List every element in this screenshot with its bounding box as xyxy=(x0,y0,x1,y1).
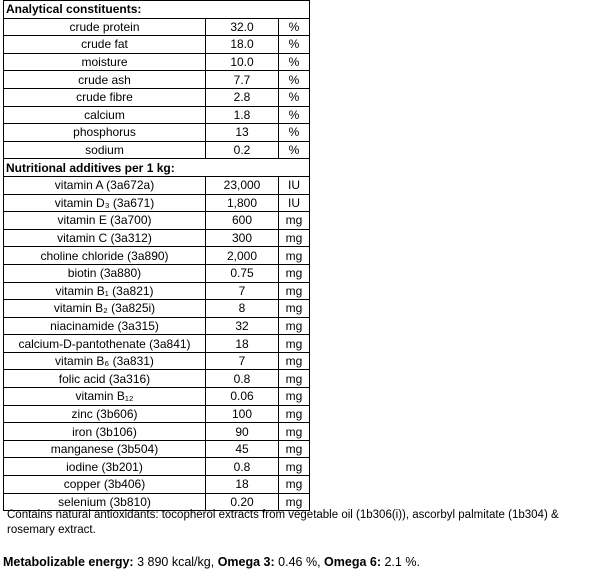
nutrient-name: iron (3b106) xyxy=(4,423,206,441)
nutritional-additives-heading: Nutritional additives per 1 kg: xyxy=(4,159,310,177)
table-row xyxy=(4,53,310,71)
table-row xyxy=(4,300,310,318)
nutrient-unit: % xyxy=(279,53,310,71)
metabolizable-energy-value: 3 890 kcal/kg, xyxy=(137,555,215,569)
table-row xyxy=(4,141,310,159)
nutrient-name: vitamin C (3a312) xyxy=(4,229,206,247)
nutrient-name: crude protein xyxy=(4,18,206,36)
nutrient-value: 90 xyxy=(206,423,279,441)
nutrient-value: 1.8 xyxy=(206,106,279,124)
nutrient-unit: mg xyxy=(279,247,310,265)
nutrient-value: 600 xyxy=(206,212,279,230)
analytical-constituents-heading: Analytical constituents: xyxy=(4,1,310,19)
nutrient-unit: mg xyxy=(279,458,310,476)
table-row xyxy=(4,229,310,247)
omega-6-value: 2.1 %. xyxy=(384,555,420,569)
energy-summary xyxy=(3,555,420,569)
nutrient-name: vitamin B₂ (3a825i) xyxy=(4,300,206,318)
nutrient-name: vitamin E (3a700) xyxy=(4,212,206,230)
nutrient-value: 32.0 xyxy=(206,18,279,36)
nutrient-value: 23,000 xyxy=(206,176,279,194)
table-row xyxy=(4,264,310,282)
nutrient-value: 18 xyxy=(206,335,279,353)
nutrient-unit: mg xyxy=(279,476,310,494)
nutrient-unit: mg xyxy=(279,493,310,511)
nutrient-name: vitamin B₁ (3a821) xyxy=(4,282,206,300)
nutrient-name: iodine (3b201) xyxy=(4,458,206,476)
nutrient-name: vitamin D₃ (3a671) xyxy=(4,194,206,212)
omega-3-label: Omega 3: xyxy=(217,555,275,569)
table-row xyxy=(4,405,310,423)
nutrient-name: niacinamide (3a315) xyxy=(4,317,206,335)
table-row xyxy=(4,124,310,142)
nutrient-value: 8 xyxy=(206,300,279,318)
antioxidant-footnote: Contains natural antioxidants: tocopherol extracts from vegetable oil (1b306(i)), ascorbyl palmitate (1b304) & rosemary extract. xyxy=(7,509,559,536)
nutrient-unit: mg xyxy=(279,335,310,353)
nutrient-unit: % xyxy=(279,106,310,124)
table-row xyxy=(4,176,310,194)
omega-3-value: 0.46 %, xyxy=(278,555,321,569)
nutritional-additives-heading-row xyxy=(4,159,310,177)
nutrient-value: 13 xyxy=(206,124,279,142)
nutrient-value: 7 xyxy=(206,352,279,370)
nutrient-unit: mg xyxy=(279,352,310,370)
nutrient-name: moisture xyxy=(4,53,206,71)
nutrient-unit: % xyxy=(279,141,310,159)
nutrient-name: biotin (3a880) xyxy=(4,264,206,282)
nutrient-value: 18.0 xyxy=(206,36,279,54)
omega-6-label: Omega 6: xyxy=(324,555,381,569)
nutrient-value: 0.8 xyxy=(206,458,279,476)
nutrient-unit: mg xyxy=(279,388,310,406)
nutrient-name: vitamin A (3a672a) xyxy=(4,176,206,194)
nutrient-value: 100 xyxy=(206,405,279,423)
nutrient-name: copper (3b406) xyxy=(4,476,206,494)
nutrient-name: zinc (3b606) xyxy=(4,405,206,423)
table-row xyxy=(4,458,310,476)
nutrition-table xyxy=(3,0,310,511)
table-row xyxy=(4,106,310,124)
table-row xyxy=(4,36,310,54)
nutrient-unit: % xyxy=(279,18,310,36)
nutrient-value: 0.06 xyxy=(206,388,279,406)
nutrient-name: calcium-D-pantothenate (3a841) xyxy=(4,335,206,353)
table-row xyxy=(4,247,310,265)
table-row xyxy=(4,440,310,458)
nutrient-value: 18 xyxy=(206,476,279,494)
nutrient-unit: mg xyxy=(279,440,310,458)
table-row xyxy=(4,335,310,353)
nutrient-value: 10.0 xyxy=(206,53,279,71)
nutrient-name: selenium (3b810) xyxy=(4,493,206,511)
table-row xyxy=(4,370,310,388)
nutrient-unit: mg xyxy=(279,264,310,282)
nutrition-table-body xyxy=(4,1,310,511)
nutrient-name: vitamin B₆ (3a831) xyxy=(4,352,206,370)
nutrient-value: 1,800 xyxy=(206,194,279,212)
nutrient-name: manganese (3b504) xyxy=(4,440,206,458)
nutrient-unit: % xyxy=(279,71,310,89)
nutrient-unit: mg xyxy=(279,405,310,423)
nutrient-value: 300 xyxy=(206,229,279,247)
nutrient-value: 0.75 xyxy=(206,264,279,282)
nutrient-unit: mg xyxy=(279,282,310,300)
table-row xyxy=(4,88,310,106)
nutrient-name: folic acid (3a316) xyxy=(4,370,206,388)
nutrient-name: vitamin B₁₂ xyxy=(4,388,206,406)
table-row xyxy=(4,18,310,36)
table-row xyxy=(4,423,310,441)
nutrient-unit: mg xyxy=(279,423,310,441)
nutrient-value: 32 xyxy=(206,317,279,335)
nutrient-name: calcium xyxy=(4,106,206,124)
table-row xyxy=(4,352,310,370)
nutrient-unit: mg xyxy=(279,317,310,335)
table-row xyxy=(4,388,310,406)
nutrient-unit: mg xyxy=(279,300,310,318)
table-row xyxy=(4,476,310,494)
nutrient-name: phosphorus xyxy=(4,124,206,142)
table-row xyxy=(4,194,310,212)
nutrient-value: 45 xyxy=(206,440,279,458)
nutrient-unit: % xyxy=(279,36,310,54)
nutrient-name: choline chloride (3a890) xyxy=(4,247,206,265)
nutrient-value: 0.20 xyxy=(206,493,279,511)
nutrient-unit: % xyxy=(279,124,310,142)
nutrient-unit: mg xyxy=(279,212,310,230)
nutrient-value: 0.2 xyxy=(206,141,279,159)
nutrient-value: 2,000 xyxy=(206,247,279,265)
nutrient-name: crude fibre xyxy=(4,88,206,106)
nutrient-unit: IU xyxy=(279,176,310,194)
nutrient-value: 7.7 xyxy=(206,71,279,89)
nutrient-value: 7 xyxy=(206,282,279,300)
table-row xyxy=(4,71,310,89)
nutrient-name: sodium xyxy=(4,141,206,159)
analytical-constituents-heading-row xyxy=(4,1,310,19)
table-row xyxy=(4,212,310,230)
table-row xyxy=(4,282,310,300)
nutrient-unit: IU xyxy=(279,194,310,212)
nutrient-unit: mg xyxy=(279,370,310,388)
nutrient-name: crude ash xyxy=(4,71,206,89)
table-row xyxy=(4,317,310,335)
metabolizable-energy-label: Metabolizable energy: xyxy=(3,555,134,569)
nutrient-unit: % xyxy=(279,88,310,106)
nutrient-name: crude fat xyxy=(4,36,206,54)
nutrient-unit: mg xyxy=(279,229,310,247)
nutrient-value: 0.8 xyxy=(206,370,279,388)
nutrient-value: 2.8 xyxy=(206,88,279,106)
